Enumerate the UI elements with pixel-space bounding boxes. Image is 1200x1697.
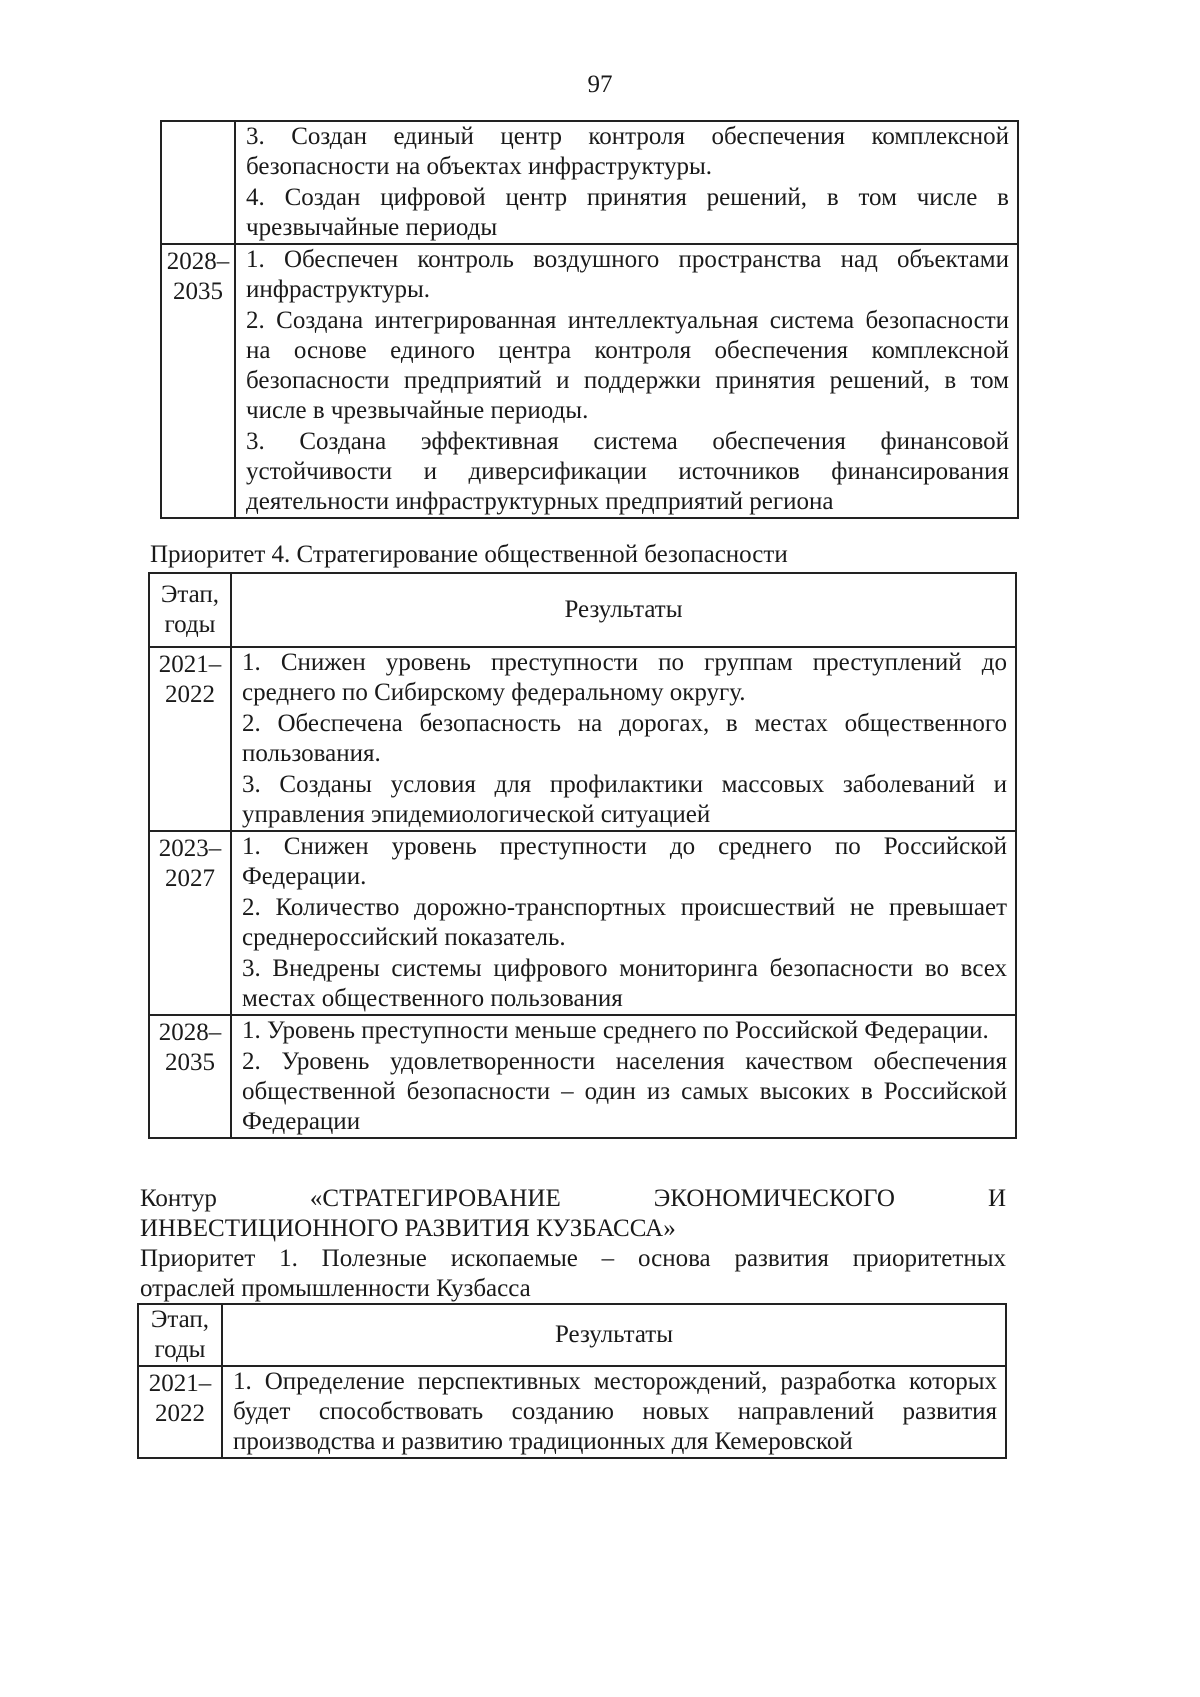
results-cell xyxy=(231,647,1016,831)
table-row xyxy=(149,831,1016,1015)
period-end: 2022 xyxy=(165,681,215,708)
table-priority4 xyxy=(148,572,1017,1139)
table-row xyxy=(149,647,1016,831)
header-period-line1: Этап, xyxy=(150,1306,210,1333)
table-continued-results xyxy=(160,120,1019,519)
results-cell xyxy=(231,831,1016,1015)
result-item: 1. Снижен уровень преступности по группам преступлений до среднего по Сибирскому федеральному округу. xyxy=(242,649,1007,706)
result-item: 2. Обеспечена безопасность на дорогах, в местах общественного пользования. xyxy=(242,710,1007,767)
result-item: 3. Создана эффективная система обеспечения финансовой устойчивости и диверсификации источников финансирования деятельности инфраструктурных предприятий региона xyxy=(246,428,1009,515)
period-end: 2022 xyxy=(155,1400,205,1427)
result-item: 1. Определение перспективных месторождений, разработка которых будет способствовать созданию новых направлений развития производства и развитию традиционных для Кемеровской xyxy=(233,1368,997,1455)
table-row xyxy=(149,1015,1016,1138)
period-end: 2027 xyxy=(165,865,215,892)
result-item: 1. Снижен уровень преступности до среднего по Российской Федерации. xyxy=(242,833,1007,890)
period-cell xyxy=(149,1015,231,1138)
period-end: 2035 xyxy=(165,1049,215,1076)
table-priority1 xyxy=(137,1303,1007,1459)
results-cell xyxy=(235,121,1018,244)
table-header-row xyxy=(138,1304,1006,1366)
results-cell xyxy=(231,1015,1016,1138)
result-item: 4. Создан цифровой центр принятия решений, в том числе в чрезвычайные периоды xyxy=(246,184,1009,241)
result-item: 2. Создана интегрированная интеллектуальная система безопасности на основе единого центра контроля обеспечения комплексной безопасности предприятий и поддержки принятия решений, в том числе в чрезвычайные периоды. xyxy=(246,307,1009,424)
priority1-title-line1: Приоритет 1. Полезные ископаемые – основа развития приоритетных xyxy=(140,1245,1006,1272)
results-cell xyxy=(235,244,1018,518)
period-end: 2035 xyxy=(173,278,223,305)
header-period-line2: годы xyxy=(164,611,216,638)
priority4-title: Приоритет 4. Стратегирование общественной безопасности xyxy=(150,541,788,568)
result-item: 2. Количество дорожно-транспортных происшествий не превышает среднероссийский показатель. xyxy=(242,894,1007,951)
period-start: 2028– xyxy=(158,1019,222,1046)
period-cell xyxy=(161,121,235,244)
period-cell xyxy=(161,244,235,518)
header-results: Результаты xyxy=(222,1304,1006,1366)
header-period-line1: Этап, xyxy=(160,581,220,608)
table-header-row xyxy=(149,573,1016,647)
table-row xyxy=(161,244,1018,518)
period-start: 2023– xyxy=(158,835,222,862)
period-start: 2021– xyxy=(158,651,222,678)
result-item: 3. Внедрены системы цифрового мониторинга безопасности во всех местах общественного пользования xyxy=(242,955,1007,1012)
period-cell xyxy=(149,647,231,831)
result-item: 3. Созданы условия для профилактики массовых заболеваний и управления эпидемиологической ситуацией xyxy=(242,771,1007,828)
header-period-line2: годы xyxy=(154,1336,206,1363)
period-start: 2021– xyxy=(148,1370,212,1397)
page-number: 97 xyxy=(587,71,613,98)
header-results: Результаты xyxy=(231,573,1016,647)
contour-title-line1: Контур «СТРАТЕГИРОВАНИЕ ЭКОНОМИЧЕСКОГО И xyxy=(140,1185,1006,1212)
result-item: 1. Обеспечен контроль воздушного пространства над объектами инфраструктуры. xyxy=(246,246,1009,303)
table-row xyxy=(161,121,1018,244)
result-item: 3. Создан единый центр контроля обеспечения комплексной безопасности на объектах инфраструктуры. xyxy=(246,123,1009,180)
period-cell xyxy=(149,831,231,1015)
contour-title-line2: ИНВЕСТИЦИОННОГО РАЗВИТИЯ КУЗБАССА» xyxy=(140,1215,676,1242)
priority1-title-line2: отраслей промышленности Кузбасса xyxy=(140,1275,531,1302)
result-item: 2. Уровень удовлетворенности населения качеством обеспечения общественной безопасности – один из самых высоких в Российской Федерации xyxy=(242,1048,1007,1135)
period-start: 2028– xyxy=(166,248,230,275)
results-cell xyxy=(222,1366,1006,1458)
result-item: 1. Уровень преступности меньше среднего по Российской Федерации. xyxy=(242,1017,989,1044)
table-row xyxy=(138,1366,1006,1458)
header-period xyxy=(138,1304,222,1366)
period-cell xyxy=(138,1366,222,1458)
header-period xyxy=(149,573,231,647)
